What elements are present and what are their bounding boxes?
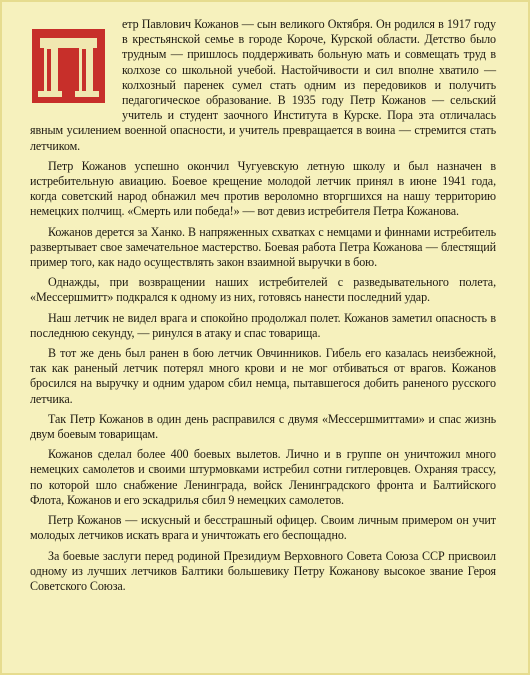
article-body <box>30 17 496 599</box>
paragraph-10: За боевые заслуги перед родиной Президиум Верховного Совета Союза ССР присвоил одному из лучших летчиков Балтики большевику Петру Кожанову высокое звание Героя Советского Союза. <box>30 548 496 593</box>
paragraph-2: Петр Кожанов успешно окончил Чугуевскую летную школу и был назначен в истребительную авиацию. Боевое крещение молодой летчик принял в июне 1941 года, когда советский народ обнажил меч против вероломно вторгшихся на нашу территорию немецких полчищ. «Смерть или победа!» — вот девиз истребителя Петра Кожанова. <box>30 158 496 219</box>
paragraph-1-text: етр Павлович Кожанов — сын великого Октября. Он родился в 1917 году в крестьянской семье в городе Короче, Курской области. Детство было трудным — пришлось поддерживать больную мать и совмещать труд в колхозе со школьной учебой. Настойчивости и сил вполне хватило — колхозный паренек сумел стать одним из передовиков и получить педагогическое образование. В 1935 году Петр Кожанов — сельский учитель и студент заочного Института в Курске. Пора эта отличалась явным усилением военной опасности, и учитель превращается в воина — стремится стать летчиком. <box>30 17 496 153</box>
paragraph-9: Петр Кожанов — искусный и бесстрашный офицер. Своим личным примером он учит молодых летчиков искать врага и уничтожать его беспощадно. <box>30 513 496 543</box>
paragraph-1 <box>30 17 496 154</box>
paragraph-6: В тот же день был ранен в бою летчик Овчинников. Гибель его казалась неизбежной, так как раненый летчик потерял много крови и не мог отбиваться от врагов. Кожанов бросился на выручку и одним ударом сбил немца, пытавшегося добить раненого русского летчика. <box>30 346 496 406</box>
paragraph-7: Так Петр Кожанов в один день расправился с двумя «Мессершмиттами» и спас жизнь двум боевым товарищам. <box>30 411 496 442</box>
paragraph-3: Кожанов дерется за Ханко. В напряженных схватках с немцами и финнами истребитель развертывает свое замечательное мастерство. Боевая работа Петра Кожанова — блестящий пример того, как надо осуществлять закон взаимной выручки в бою. <box>30 224 496 270</box>
paragraph-8: Кожанов сделал более 400 боевых вылетов. Лично и в группе он уничтожил много немецких самолетов и своими штурмовками истребил сотни гитлеровцев. Охраняя трассу, по которой шло снабжение Ленинграда, войск Ленинградского фронта и Балтийского Флота, Кожанов и его эскадрилья сбил 9 немецких самолетов. <box>30 447 496 507</box>
paragraph-5: Наш летчик не видел врага и спокойно продолжал полет. Кожанов заметил опасность в последнюю секунду, — ринулся в атаку и спас товарища. <box>30 310 496 340</box>
paragraph-4: Однажды, при возвращении наших истребителей с разведывательного полета, «Мессершмитт» подкрался к одному из них, готовясь нанести последний удар. <box>30 275 496 305</box>
drop-cap-spacer <box>30 17 122 121</box>
